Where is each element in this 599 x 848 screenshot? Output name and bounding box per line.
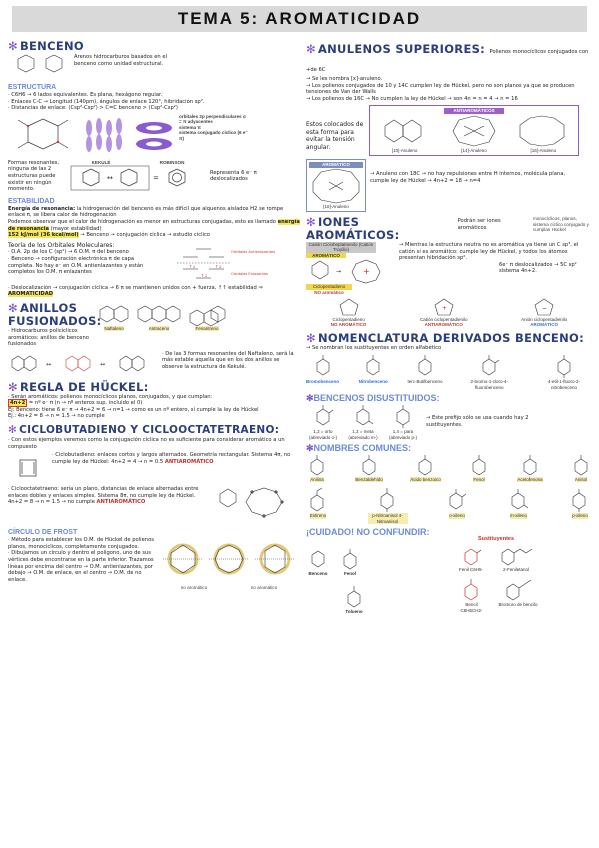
- huckel-line-1: · Serán aromáticos: polienos monocíclicos planos, conjugados, y que cumplan:: [8, 393, 213, 400]
- label-frost: CÍRCULO DE FROST: [8, 529, 78, 537]
- forzar-text: Estos colocados de esta forma para evitar la tensión angular.: [306, 121, 364, 151]
- naftaleno-text: · De las 3 formas resonantes del Naftaleno, será la más estable aquella que en los dos anillos se observe la estructura de Kekulé.: [162, 350, 294, 370]
- mol-fenol: Fenol: [468, 453, 490, 482]
- anulenos-line-3: → Los polienos de 16C → No cumplen la ley de Hückel → son 4n = n = 4 → n = 16: [306, 95, 518, 102]
- huckel-formula: 4n+2: [10, 400, 26, 407]
- mol-benceno: Benceno: [306, 547, 330, 576]
- heading-ciclobutadieno: ✻ CICLOBUTADIENO Y CICLOOCTATETRAENO:: [8, 424, 280, 437]
- pi-system-torus: [132, 114, 176, 158]
- star-icon: ✻: [306, 42, 316, 56]
- comunes-row-1: [306, 453, 592, 482]
- section-huckel: [8, 381, 300, 420]
- mol-fenol-2: Fenol: [338, 547, 362, 576]
- heading-cuidado: ¡CUIDADO! NO CONFUNDIR:: [306, 527, 430, 538]
- mol-10-anuleno: [10]-Anuleno: [380, 114, 430, 153]
- benzene-lewis-structures: [8, 53, 66, 81]
- mol-bencil: Bencil C6H5CH2-: [454, 576, 488, 613]
- mol-acido-benzoico: Ácido benzoico: [410, 453, 441, 482]
- mol-cation-ciclopentadienilo: + Catión ciclopentadienilo ANTIAROMÁTICO: [420, 297, 468, 328]
- energia-value-highlight: 152 kJ/mol (36 kcal/mol): [8, 232, 79, 239]
- frost-caption-1: no aromático: [180, 585, 208, 591]
- anulenos-line-2: → Los polienos conjugados de 10 y 14C cumplen ley de Hückel, pero no son planos ya que se producen tensiones de Van der Walls: [306, 82, 575, 96]
- orbital-label-3: sistema conjugado cíclico (6 e⁻ π): [179, 130, 248, 141]
- huckel-formula-end: = nº e⁻ π (n → nº enteros sup. incluido el 0): [28, 400, 143, 407]
- mol-tolueno: Tolueno: [306, 583, 402, 614]
- heading-benceno: ✻ BENCENO: [8, 39, 84, 53]
- huckel-ej2: Ej.: 4n+2 = 8 → n = 1.5 → no cumple: [8, 413, 105, 420]
- page-title: TEMA 5: AROMATICIDAD: [177, 9, 422, 28]
- estructura-line-3: · Distancias de enlace: (Csp²-Csp²) > C=C benceno > (Csp²-Csp²): [8, 105, 178, 112]
- heading-anillos: ✻ ANILLOS FUSIONADOS:: [8, 300, 102, 328]
- star-icon: ✻: [306, 215, 316, 229]
- sustituyentes-label: Sustituyentes: [477, 536, 515, 543]
- left-column: [8, 40, 300, 595]
- section-disustituidos: [306, 394, 592, 440]
- mol-meta: 1,3 = meta (abreviado m-): [346, 403, 380, 440]
- aromaticidad-highlight: AROMATICIDAD: [8, 291, 54, 298]
- svg-text:−: −: [542, 305, 548, 313]
- aromatico-tag: AROMÁTICO: [309, 162, 363, 167]
- disustituidos-text: → Este prefijo sólo se usa cuando hay 2 sustituyentes.: [426, 415, 529, 428]
- representa-text: Representa 6 e⁻ π deslocalizados: [210, 169, 257, 183]
- section-benceno: [8, 40, 300, 193]
- ciclobutadieno-structure: [8, 452, 48, 486]
- cot-antiaromatico: ANTIAROMÁTICO: [96, 499, 146, 506]
- estabilidad-line2-end: (mayor estabilidad): [50, 225, 102, 232]
- mol-2-feniletanol: 2-Feniletanol: [496, 543, 536, 572]
- estabilidad-line3: → Benceno → conjugación cíclica → estudio cíclico: [80, 232, 210, 239]
- kekule-label: KEKULÉ: [91, 159, 111, 165]
- energia-resonancia-highlight: energía de resonancia: [8, 218, 300, 232]
- heading-disustituidos: ✻BENCENOS DISUSTITUIDOS:: [306, 393, 440, 404]
- section-ciclobutadieno: [8, 424, 300, 591]
- mol-p-xileno: p-xileno: [568, 485, 592, 518]
- antiaromaticos-box: [369, 105, 579, 156]
- mol-antraceno: Antraceno: [135, 304, 183, 331]
- section-cuidado: [306, 528, 592, 614]
- estabilidad-line2: Podemos observar que el calor de hidrogenación es menor en estructuras conjugadas, esto es llamado: [8, 218, 276, 225]
- tropilio-structures: [306, 258, 394, 284]
- mol-ciclopentadieno: Ciclopentadieno NO AROMÁTICO: [331, 297, 367, 328]
- svg-text:↑↓: ↑↓: [201, 272, 208, 278]
- svg-text:↑↓: ↑↓: [215, 263, 222, 269]
- resonance-structures: [69, 165, 207, 191]
- mol-para: 1,4 = para (abreviado p-): [386, 403, 420, 440]
- mol-18-anuleno-structure: [309, 168, 363, 204]
- mol-p-nitroanisol: p-Nitroanisol 4-Nitroanisol: [368, 485, 408, 524]
- section-anulenos: [306, 40, 592, 212]
- ciclo-no-aromatico: NO aromático: [314, 289, 344, 295]
- nomenclatura-line: → Se nombran los sustituyentes en orden alfabético: [306, 344, 442, 351]
- heading-nombres-comunes: ✻NOMBRES COMUNES:: [306, 443, 412, 454]
- svg-text:↔: ↔: [107, 174, 113, 183]
- mol-bromobenceno: Bromobenceno: [306, 353, 339, 384]
- label-estructura: ESTRUCTURA: [8, 84, 57, 91]
- star-icon: ✻: [306, 393, 314, 404]
- mol-m-xileno: m-xileno: [507, 485, 531, 518]
- frost-line-2: · Dibujamos un círculo y dentro el polígono, uno de sus vértices debe encontrarse en la parte inferior. Trazamos líneas por encima del centro → O.M. antienlazantes, por debajo → O.M. de enlace, en el centro → O.M. de no enlace.: [8, 550, 154, 583]
- estructura-line-1: · C6H6 → 6 lados equivalentes. Es plana, hexágono regular.: [8, 92, 163, 98]
- title-bar: [12, 6, 587, 32]
- estructura-line-2: · Enlaces C-C → Longitud (140pm), ángulos de enlace 120°, hibridación sp².: [8, 98, 205, 105]
- orbital-label-2: sistema π: [179, 124, 201, 130]
- orbitales-line-2: · Benceno → configuración electrónica π de capa completa. No hay e⁻ en O.M. antienlazantes y están completos los O.M. π enlazantes: [8, 255, 144, 276]
- aromatico-box: [306, 159, 366, 212]
- nomenclatura-molecules: [306, 353, 592, 390]
- cb-text: · Ciclobutadieno: enlaces cortos y largos alternados. Geometría rectangular. Sistema 4π, no cumple ley de Hückel: 4n+2 = 4 → n = 0.5: [52, 452, 291, 465]
- mol-naftaleno: Naftaleno: [97, 304, 131, 331]
- frost-circles: [161, 537, 297, 585]
- energia-text: la hidrogenación del benceno es más difícil que alquenos aislados H2 se rompe enlace π, se libera calor de hidrogenación: [8, 205, 284, 219]
- frost-caption-2: no aromático: [250, 585, 278, 591]
- ciclo-line-1: · Con estos ejemplos veremos como la conjugación cíclica no es suficiente para considerar aromático a un compuesto: [8, 437, 285, 450]
- huckel-ej1: Ej: Benceno: tiene 6 e⁻ π → 4n+2 = 6 → n=1 → como es un nº entero, sí cumple la ley de Hückel: [8, 406, 259, 413]
- mo-label-antienlazantes: Orbitales Antienlazantes: [231, 249, 276, 254]
- naftaleno-resonance-forms: [8, 351, 158, 377]
- iones-text-1: → Mientras la estructura neutra no es aromática ya tiene un C sp³, el catión sí es aromático: cumple ley de Hückel, y todos los átomos presentan hibridación sp².: [399, 242, 579, 262]
- cot-eq: 4n+2 = 8 → n = 1.5 → no cumple: [8, 499, 95, 506]
- cot-tub-structure: [212, 486, 292, 526]
- anillos-text: · Hidrocarburos policíclicos aromáticos: anillos de benceno fusionados: [8, 327, 89, 348]
- mol-terc-butilbenceno: terc-Butilbenceno: [408, 353, 443, 384]
- section-anillos: [8, 302, 300, 377]
- heading-nomenclatura: ✻ NOMENCLATURA DERIVADOS BENCENO:: [306, 330, 584, 345]
- star-icon: ✻: [8, 379, 18, 394]
- section-estabilidad: [8, 197, 300, 239]
- cb-antiaromatico: ANTIAROMÁTICO: [164, 458, 214, 465]
- star-icon: ✻: [8, 39, 18, 53]
- mol-etil-fluoro-nitrobenceno: 4-etil-1-fluoro-2-nitrobenceno: [536, 353, 592, 390]
- energia-title: Energía de resonancia:: [8, 205, 76, 212]
- star-icon: ✻: [306, 330, 316, 345]
- section-nombres-comunes: [306, 444, 592, 524]
- ciclo-label: Ciclopentadieno: [306, 284, 352, 289]
- heading-anulenos: ✻ ANULENOS SUPERIORES:: [306, 42, 486, 56]
- star-icon: ✻: [306, 443, 314, 454]
- mol-orto: 1,2 = orto (abreviado o-): [306, 403, 340, 440]
- orbitales-title: Teoría de los Orbitales Moleculares:: [8, 241, 115, 249]
- mol-anisol: Anisol: [570, 453, 592, 482]
- cation-label: Catión Cicloheptatrienilo (Catión Tropilio): [306, 242, 376, 253]
- cot-text: · Ciclooctatetraeno: sería un plano, distancias de enlace alternadas entre enlaces dobles y enlaces simples. Sistema 8π, no cumple ley de Hückel.: [8, 486, 199, 499]
- mol-o-xileno: o-xileno: [445, 485, 469, 518]
- orbitales-line-1: · O.A. 2p de los C (sp²) → 6 O.M. π del benceno: [8, 249, 129, 256]
- mol-benzaldehido: Benzaldehído: [355, 453, 383, 482]
- iones-tail: Podrán ser iones aromáticos: [457, 218, 501, 231]
- heading-huckel: ✻ REGLA DE HÜCKEL:: [8, 379, 149, 394]
- svg-text:=: =: [153, 174, 159, 183]
- mo-energy-diagram: [161, 243, 276, 285]
- svg-text:↔: ↔: [46, 360, 52, 368]
- anulenos-line-1: → Se les nombra [x]-anuleno.: [306, 76, 383, 82]
- svg-text:+: +: [441, 305, 447, 313]
- antiaromaticos-tag: ANTIAROMÁTICOS: [444, 108, 504, 113]
- cation-aromatico-tag: AROMÁTICO: [306, 253, 346, 258]
- iones-tail-2: monocíclicos, planos, sistema cíclico conjugado y cumplan Hückel: [532, 216, 589, 232]
- mol-fenil: Fenil C6H5-: [456, 543, 486, 572]
- mol-14-anuleno: [14]-Anuleno: [449, 114, 499, 153]
- svg-text:→: →: [336, 268, 342, 276]
- anuleno-18-text: → Anuleno con 18C → no hay repulsiones entre H internos, molécula plana, cumple ley de Hückel → 4n+2 = 18 → n=4: [370, 171, 566, 184]
- benceno-desc: Arenos hidrocarburos basados en el benceno como unidad estructural.: [74, 54, 168, 67]
- mol-acetofenona: Acetofenona: [517, 453, 542, 482]
- mol-fenantreno: Fenantreno: [187, 304, 227, 331]
- iones-text-2: 6e⁻ π deslocalizados → 5C sp² sistema 4n+2.: [499, 261, 577, 275]
- comunes-row-2: [306, 485, 592, 524]
- mol-18-anuleno: [18]-Anuleno: [323, 203, 349, 209]
- mo-label-enlazantes: Orbitales Enlazantes: [231, 271, 269, 276]
- sigma-bond-hexagon: [8, 114, 78, 158]
- mol-anion-ciclopentadienilo: − Anión ciclopentadienilo AROMÁTICO: [521, 297, 567, 328]
- orbitales-line-3: · Deslocalización → conjugación cíclica → 6 π se mantienen unidos con + fuerza, ↑↑ estabilidad ⇒: [8, 284, 263, 291]
- right-column: [306, 40, 592, 618]
- section-nomenclatura: [306, 332, 592, 390]
- robinson-label: ROBINSON: [159, 159, 185, 165]
- orbital-label-1: orbitales 2p perpendiculares σ = π adyacentes: [179, 113, 246, 125]
- svg-text:↔: ↔: [100, 360, 106, 368]
- mol-nitrobenceno: Nitrobenceno: [359, 353, 388, 384]
- svg-text:↑↓: ↑↓: [189, 263, 196, 269]
- heading-iones: ✻ IONES AROMÁTICOS:: [306, 215, 400, 242]
- mol-bromo-cloro-fluorobenceno: 2-bromo-1-cloro-4-fluorobenceno: [462, 353, 516, 390]
- label-estabilidad: ESTABILIDAD: [8, 197, 55, 205]
- frost-line-1: · Método para establecer los O.M. de Hückel de polienos planos, monocíclicos, completamente conjugados.: [8, 537, 154, 550]
- svg-text:+: +: [363, 267, 370, 277]
- p-orbitals-diagram: [81, 114, 129, 158]
- mol-anilina: Anilina: [306, 453, 328, 482]
- anulenos-tail: Polienos monocíclicos conjugados con +de 6C: [306, 49, 589, 73]
- section-iones: [306, 216, 592, 328]
- mol-bromuro-bencilo: Bromuro de bencilo: [498, 576, 537, 607]
- star-icon: ✻: [8, 424, 18, 437]
- mol-16-anuleno: [16]-Anuleno: [518, 114, 568, 153]
- section-orbitales: [8, 243, 300, 298]
- formas-resonantes-text: Formas resonantes, ninguna de las 2 estructuras puede existir en ningún momento.: [8, 159, 60, 193]
- star-icon: ✻: [8, 300, 18, 315]
- mol-estireno: Estireno: [306, 485, 330, 518]
